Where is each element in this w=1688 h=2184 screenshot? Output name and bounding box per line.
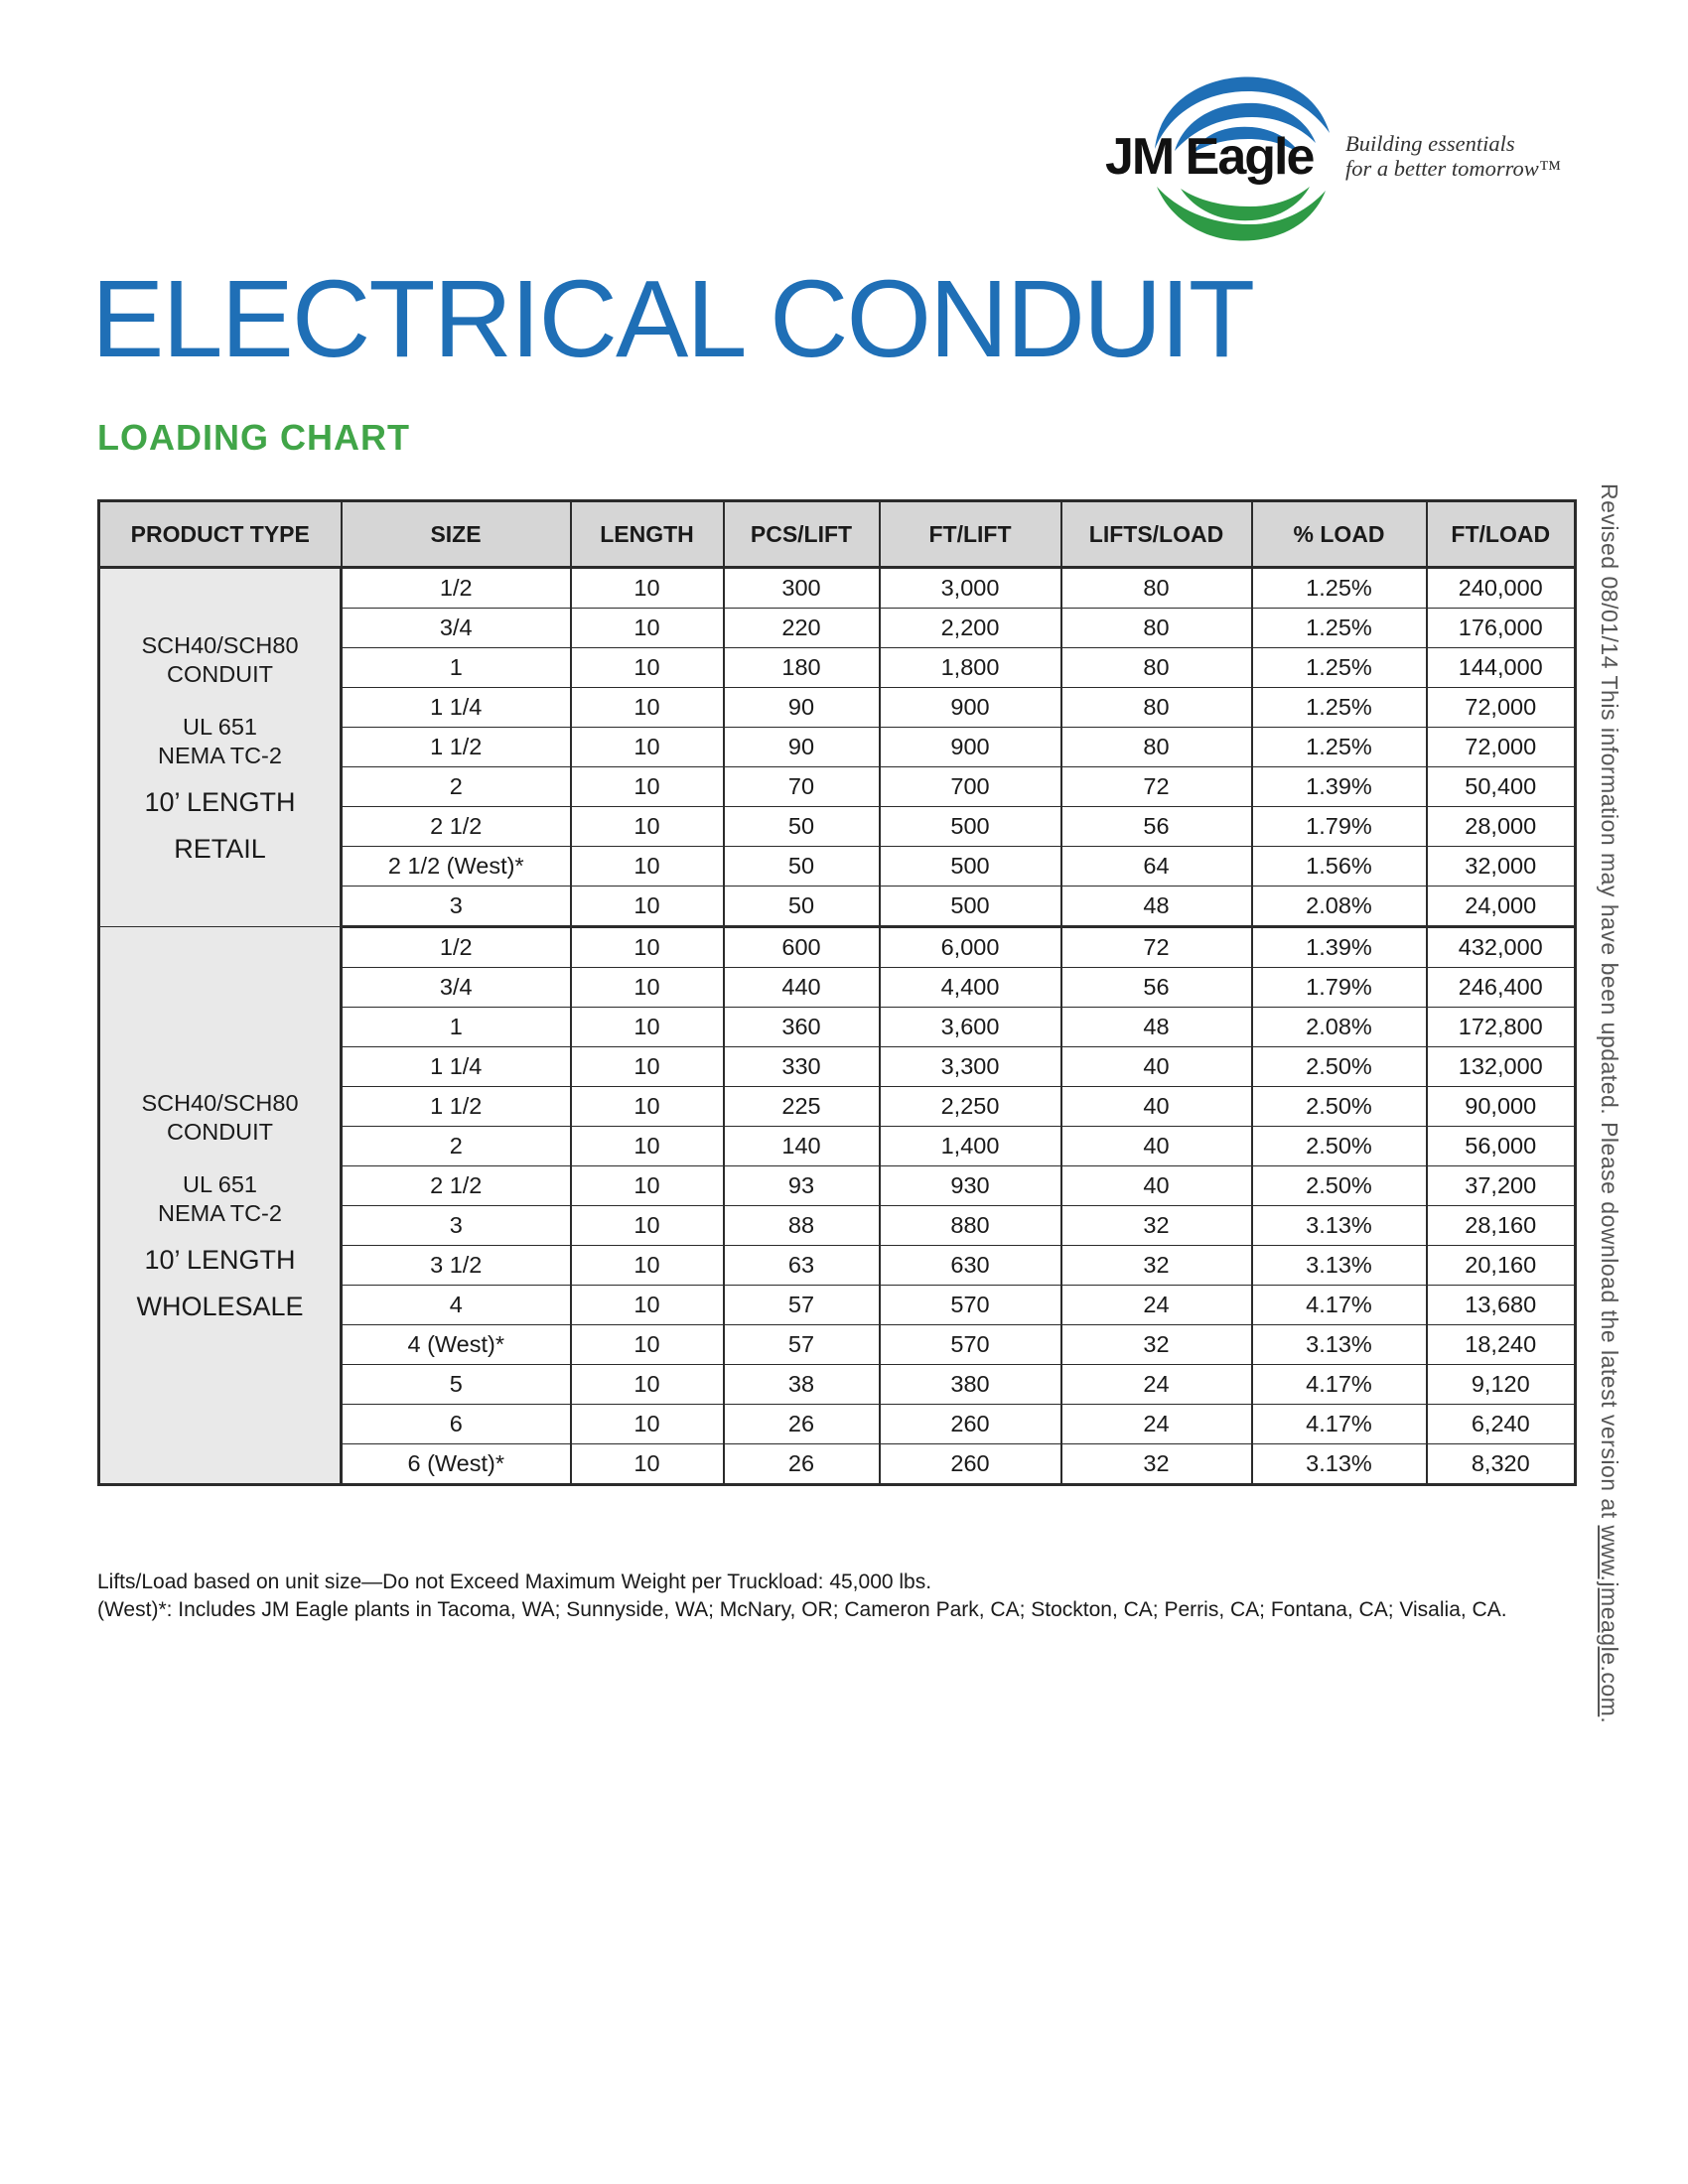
brand-wordmark: JM Eagle	[1105, 128, 1314, 186]
table-cell: 330	[724, 1047, 880, 1087]
table-cell: 3.13%	[1252, 1444, 1427, 1485]
table-cell: 3	[342, 1206, 571, 1246]
table-cell: 176,000	[1427, 609, 1576, 648]
table-cell: 37,200	[1427, 1166, 1576, 1206]
table-cell: 260	[880, 1444, 1061, 1485]
table-cell: 26	[724, 1444, 880, 1485]
table-cell: 4 (West)*	[342, 1325, 571, 1365]
table-cell: 90	[724, 688, 880, 728]
table-cell: 10	[571, 887, 724, 927]
table-cell: 500	[880, 807, 1061, 847]
table-cell: 700	[880, 767, 1061, 807]
table-cell: 1,800	[880, 648, 1061, 688]
table-cell: 1	[342, 648, 571, 688]
table-cell: 80	[1061, 568, 1252, 609]
table-cell: 1 1/4	[342, 688, 571, 728]
product-line2: CONDUIT	[166, 661, 274, 687]
table-cell: 4,400	[880, 968, 1061, 1008]
table-cell: 10	[571, 688, 724, 728]
table-cell: 10	[571, 1166, 724, 1206]
table-cell: 10	[571, 1286, 724, 1325]
table-cell: 10	[571, 968, 724, 1008]
table-cell: 4	[342, 1286, 571, 1325]
product-type-cell	[99, 568, 342, 927]
table-cell: 93	[724, 1166, 880, 1206]
column-header: PRODUCT TYPE	[99, 501, 342, 568]
table-cell: 28,000	[1427, 807, 1576, 847]
tagline-line-1: Building essentials	[1345, 131, 1515, 156]
table-cell: 10	[571, 807, 724, 847]
product-standard: UL 651	[183, 1171, 257, 1197]
table-cell: 63	[724, 1246, 880, 1286]
table-cell: 8,320	[1427, 1444, 1576, 1485]
table-cell: 900	[880, 688, 1061, 728]
loading-chart-table	[97, 499, 1577, 1486]
table-cell: 10	[571, 847, 724, 887]
table-cell: 220	[724, 609, 880, 648]
table-cell: 1.25%	[1252, 688, 1427, 728]
table-cell: 440	[724, 968, 880, 1008]
product-line1: SCH40/SCH80	[141, 1090, 299, 1116]
table-cell: 172,800	[1427, 1008, 1576, 1047]
table-cell: 40	[1061, 1087, 1252, 1127]
table-cell: 6,000	[880, 927, 1061, 968]
table-cell: 225	[724, 1087, 880, 1127]
product-nema: NEMA TC-2	[158, 1200, 282, 1226]
table-cell: 56	[1061, 807, 1252, 847]
table-cell: 80	[1061, 648, 1252, 688]
revision-end: .	[1597, 1716, 1622, 1724]
table-cell: 3/4	[342, 609, 571, 648]
table-cell: 2 1/2	[342, 807, 571, 847]
table-cell: 2,200	[880, 609, 1061, 648]
table-row	[99, 568, 1576, 609]
table-cell: 2 1/2	[342, 1166, 571, 1206]
table-cell: 10	[571, 1206, 724, 1246]
table-cell: 10	[571, 1444, 724, 1485]
table-cell: 80	[1061, 688, 1252, 728]
table-cell: 50,400	[1427, 767, 1576, 807]
table-cell: 9,120	[1427, 1365, 1576, 1405]
table-header-row	[99, 501, 1576, 568]
product-channel: RETAIL	[174, 834, 266, 864]
table-cell: 2	[342, 767, 571, 807]
table-cell: 57	[724, 1325, 880, 1365]
product-type-cell	[99, 927, 342, 1485]
footnotes	[97, 1569, 1507, 1624]
tagline-line-2: for a better tomorrow™	[1345, 156, 1561, 181]
footnote-weight: Lifts/Load based on unit size—Do not Exceed Maximum Weight per Truckload: 45,000 lbs.	[97, 1570, 932, 1593]
table-cell: 2.08%	[1252, 887, 1427, 927]
table-cell: 1.25%	[1252, 609, 1427, 648]
product-line2: CONDUIT	[166, 1119, 274, 1145]
table-cell: 3.13%	[1252, 1325, 1427, 1365]
table-cell: 64	[1061, 847, 1252, 887]
table-cell: 72	[1061, 927, 1252, 968]
table-cell: 4.17%	[1252, 1405, 1427, 1444]
column-header: LENGTH	[571, 501, 724, 568]
table-cell: 18,240	[1427, 1325, 1576, 1365]
table-cell: 1/2	[342, 927, 571, 968]
table-cell: 10	[571, 1047, 724, 1087]
table-cell: 20,160	[1427, 1246, 1576, 1286]
table-cell: 48	[1061, 1008, 1252, 1047]
column-header: FT/LIFT	[880, 501, 1061, 568]
table-cell: 32	[1061, 1444, 1252, 1485]
table-cell: 24	[1061, 1365, 1252, 1405]
table-cell: 28,160	[1427, 1206, 1576, 1246]
table-cell: 1.25%	[1252, 728, 1427, 767]
table-cell: 880	[880, 1206, 1061, 1246]
table-cell: 570	[880, 1286, 1061, 1325]
table-cell: 48	[1061, 887, 1252, 927]
table-cell: 132,000	[1427, 1047, 1576, 1087]
table-cell: 24	[1061, 1405, 1252, 1444]
table-cell: 2.50%	[1252, 1087, 1427, 1127]
column-header: FT/LOAD	[1427, 501, 1576, 568]
table-cell: 2,250	[880, 1087, 1061, 1127]
table-cell: 24,000	[1427, 887, 1576, 927]
table-cell: 56	[1061, 968, 1252, 1008]
table-cell: 630	[880, 1246, 1061, 1286]
table-cell: 88	[724, 1206, 880, 1246]
table-cell: 40	[1061, 1047, 1252, 1087]
product-channel: WHOLESALE	[136, 1292, 304, 1321]
column-header: % LOAD	[1252, 501, 1427, 568]
table-cell: 6,240	[1427, 1405, 1576, 1444]
table-cell: 3,300	[880, 1047, 1061, 1087]
table-cell: 32	[1061, 1325, 1252, 1365]
product-length: 10’ LENGTH	[144, 787, 296, 817]
table-cell: 3,600	[880, 1008, 1061, 1047]
column-header: SIZE	[342, 501, 571, 568]
table-cell: 2.08%	[1252, 1008, 1427, 1047]
table-cell: 1.25%	[1252, 568, 1427, 609]
table-cell: 6	[342, 1405, 571, 1444]
table-cell: 90	[724, 728, 880, 767]
table-cell: 40	[1061, 1127, 1252, 1166]
page-title: ELECTRICAL CONDUIT	[91, 258, 1254, 380]
table-cell: 1.39%	[1252, 927, 1427, 968]
table-cell: 300	[724, 568, 880, 609]
product-standard: UL 651	[183, 714, 257, 740]
table-cell: 1.39%	[1252, 767, 1427, 807]
table-cell: 10	[571, 1405, 724, 1444]
table-cell: 10	[571, 927, 724, 968]
column-header: LIFTS/LOAD	[1061, 501, 1252, 568]
table-cell: 5	[342, 1365, 571, 1405]
table-cell: 10	[571, 648, 724, 688]
table-cell: 70	[724, 767, 880, 807]
table-row	[99, 927, 1576, 968]
table-cell: 570	[880, 1325, 1061, 1365]
table-cell: 900	[880, 728, 1061, 767]
table-cell: 50	[724, 847, 880, 887]
table-cell: 72,000	[1427, 688, 1576, 728]
table-cell: 80	[1061, 609, 1252, 648]
table-cell: 24	[1061, 1286, 1252, 1325]
table-cell: 2	[342, 1127, 571, 1166]
table-cell: 10	[571, 568, 724, 609]
table-cell: 1 1/4	[342, 1047, 571, 1087]
table-cell: 2.50%	[1252, 1047, 1427, 1087]
table-cell: 1 1/2	[342, 728, 571, 767]
table-cell: 3.13%	[1252, 1206, 1427, 1246]
table-cell: 10	[571, 609, 724, 648]
table-cell: 10	[571, 767, 724, 807]
table-cell: 432,000	[1427, 927, 1576, 968]
table-cell: 3 1/2	[342, 1246, 571, 1286]
table-cell: 140	[724, 1127, 880, 1166]
table-cell: 1,400	[880, 1127, 1061, 1166]
table-cell: 4.17%	[1252, 1365, 1427, 1405]
product-nema: NEMA TC-2	[158, 743, 282, 768]
table-cell: 72,000	[1427, 728, 1576, 767]
table-cell: 3	[342, 887, 571, 927]
table-cell: 72	[1061, 767, 1252, 807]
table-cell: 6 (West)*	[342, 1444, 571, 1485]
table-cell: 10	[571, 1246, 724, 1286]
website-link[interactable]: www.jmeagle.com	[1597, 1525, 1622, 1717]
brand-tagline	[1345, 131, 1561, 181]
table-cell: 10	[571, 1087, 724, 1127]
table-cell: 246,400	[1427, 968, 1576, 1008]
table-cell: 32	[1061, 1206, 1252, 1246]
table-cell: 50	[724, 887, 880, 927]
table-cell: 10	[571, 1127, 724, 1166]
table-cell: 180	[724, 648, 880, 688]
table-cell: 500	[880, 847, 1061, 887]
revision-note	[1596, 483, 1622, 1723]
table-cell: 38	[724, 1365, 880, 1405]
footnote-west-plants: (West)*: Includes JM Eagle plants in Tacoma, WA; Sunnyside, WA; McNary, OR; Cameron Park, CA; Stockton, CA; Perris, CA; Fontana, CA; Visalia, CA.	[97, 1598, 1507, 1621]
table-cell: 50	[724, 807, 880, 847]
table-cell: 10	[571, 728, 724, 767]
table-body	[99, 568, 1576, 1485]
product-length: 10’ LENGTH	[144, 1245, 296, 1275]
table-cell: 10	[571, 1325, 724, 1365]
table-cell: 3/4	[342, 968, 571, 1008]
table-cell: 1 1/2	[342, 1087, 571, 1127]
table-cell: 1.56%	[1252, 847, 1427, 887]
table-cell: 32	[1061, 1246, 1252, 1286]
table-cell: 10	[571, 1365, 724, 1405]
table-cell: 90,000	[1427, 1087, 1576, 1127]
column-header: PCS/LIFT	[724, 501, 880, 568]
table-cell: 2 1/2 (West)*	[342, 847, 571, 887]
revision-text: Revised 08/01/14 This information may have been updated. Please download the latest version at	[1597, 483, 1622, 1526]
table-cell: 1.79%	[1252, 968, 1427, 1008]
table-cell: 600	[724, 927, 880, 968]
table-cell: 26	[724, 1405, 880, 1444]
brand-logo	[1097, 68, 1574, 246]
table-cell: 1.79%	[1252, 807, 1427, 847]
section-subtitle: LOADING CHART	[97, 417, 410, 458]
table-cell: 1/2	[342, 568, 571, 609]
table-cell: 80	[1061, 728, 1252, 767]
table-cell: 2.50%	[1252, 1166, 1427, 1206]
table-cell: 32,000	[1427, 847, 1576, 887]
table-cell: 380	[880, 1365, 1061, 1405]
table-cell: 260	[880, 1405, 1061, 1444]
table-cell: 1.25%	[1252, 648, 1427, 688]
table-cell: 144,000	[1427, 648, 1576, 688]
table-cell: 3.13%	[1252, 1246, 1427, 1286]
table-cell: 40	[1061, 1166, 1252, 1206]
table-cell: 360	[724, 1008, 880, 1047]
table-cell: 4.17%	[1252, 1286, 1427, 1325]
table-cell: 240,000	[1427, 568, 1576, 609]
product-line1: SCH40/SCH80	[141, 632, 299, 658]
table-cell: 2.50%	[1252, 1127, 1427, 1166]
table-cell: 930	[880, 1166, 1061, 1206]
table-cell: 13,680	[1427, 1286, 1576, 1325]
table-cell: 56,000	[1427, 1127, 1576, 1166]
table-cell: 10	[571, 1008, 724, 1047]
table-cell: 57	[724, 1286, 880, 1325]
table-cell: 1	[342, 1008, 571, 1047]
table-cell: 500	[880, 887, 1061, 927]
table-cell: 3,000	[880, 568, 1061, 609]
